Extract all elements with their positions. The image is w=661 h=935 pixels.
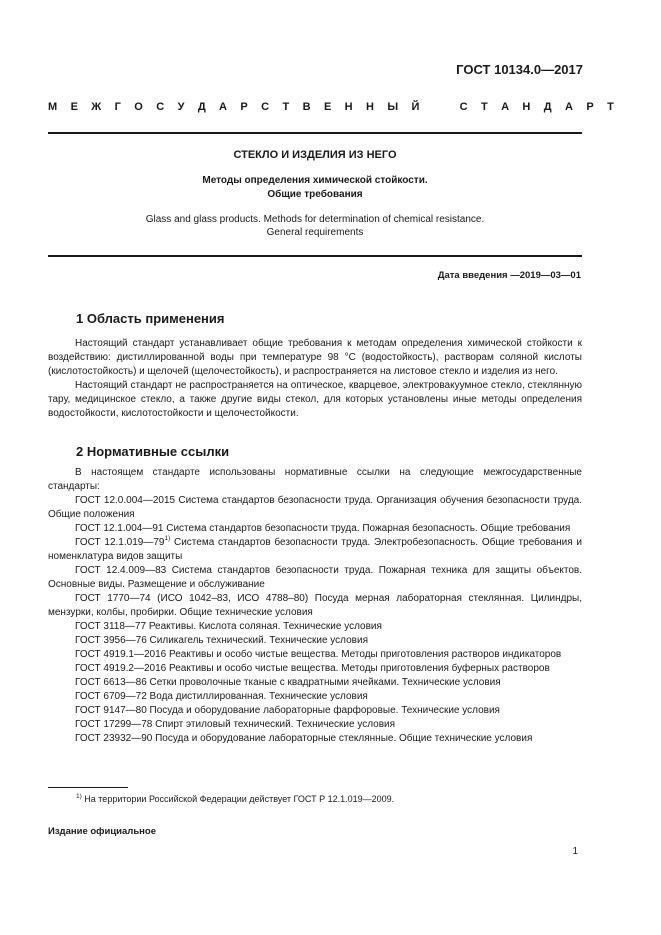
reference-item: ГОСТ 23932—90 Посуда и оборудование лабораторные стеклянные. Общие технические условия [75,733,533,744]
document-subtitle [48,174,582,202]
footnote-mark: 1) [76,792,82,800]
document-code: ГОСТ 10134.0—2017 [456,62,583,77]
heading-letter: Ж [91,101,102,113]
heading-letter: О [134,101,143,113]
heading-letter: Т [607,101,614,113]
reference-item: ГОСТ 12.4.009—83 Система стандартов безопасности труда. Пожарная техника для защиты объектов. Основные виды. Размещение и обслуживание [48,565,582,590]
heading-letter: У [177,101,185,113]
heading-letter: С [459,101,468,113]
heading-letter: Ы [387,101,399,113]
heading-letter: В [302,101,311,113]
paragraph: Настоящий стандарт устанавливает общие требования к методам определения химической стойкости к воздействию: дистиллированной воды при температуре 98 °С (водостойкость), растворам соляной кислоты (кислотостойкость) и щелочей (щелочестойкость), и распространяется на листовое стекло и изделия из него. [48,338,582,377]
top-rule [48,132,582,134]
section-2-heading: 2 Нормативные ссылки [76,444,230,459]
footnote-rule [48,787,128,788]
heading-letter: Н [344,101,353,113]
heading-letter: А [565,101,573,113]
heading-letter: Т [480,101,488,113]
reference-item: ГОСТ 4919.1—2016 Реактивы и особо чистые вещества. Методы приготовления растворов индикаторов [75,649,562,660]
heading-letter: С [261,101,270,113]
section-1-heading: 1 Область применения [76,311,225,326]
heading-letter: М [48,101,58,113]
heading-letter: А [501,101,510,113]
document-title: СТЕКЛО И ИЗДЕЛИЯ ИЗ НЕГО [233,149,397,161]
reference-item: ГОСТ 9147—80 Посуда и оборудование лабораторные фарфоровые. Технические условия [75,705,500,716]
reference-item: ГОСТ 4919.2—2016 Реактивы и особо чистые вещества. Методы приготовления буферных растворов [75,663,550,674]
heading-letter: Е [323,101,332,113]
paragraph: Настоящий стандарт не распространяется на оптическое, кварцевое, электровакуумное стекло, стеклянную тару, медицинское стекло, а также другие виды стекол, для которых установлены иные методы определения водостойкости, кислотостойкости и щелочестойкости. [48,380,582,419]
paragraph: В настоящем стандарте использованы нормативные ссылки на следующие межгосударственные стандарты: [48,467,582,492]
reference-item: ГОСТ 6709—72 Вода дистиллированная. Технические условия [75,691,368,702]
heading-letter: С [156,101,165,113]
reference-text: Система стандартов безопасности труда. Электробезопасность. Общие требования и номенклатура видов защиты [48,537,582,562]
reference-item: ГОСТ 12.1.004—91 Система стандартов безопасности труда. Пожарная безопасность. Общие требования [75,523,571,534]
title-rule [48,255,582,257]
heading-letter: Д [197,101,206,113]
heading-letter: Р [240,101,248,113]
section-1-body [48,337,582,421]
heading-letter: Й [411,101,420,113]
english-title-line: General requirements [266,227,364,238]
section-2-body [48,466,582,746]
heading-letter: Н [366,101,374,113]
heading-letter: Н [522,101,531,113]
english-title [48,213,582,239]
heading-letter: Т [282,101,290,113]
subtitle-line: Общие требования [267,189,363,200]
footnote-ref: 1) [164,535,171,543]
subtitle-line: Методы определения химической стойкости. [202,175,428,186]
reference-item: ГОСТ 1770—74 (ИСО 1042–83, ИСО 4788–80) Посуда мерная лабораторная стеклянная. Цилиндры, мензурки, колбы, пробирки. Общие технические условия [48,593,582,618]
introduction-date: Дата введения —2019—03—01 [437,270,581,281]
standard-type-heading [48,101,614,113]
edition-label: Издание официальное [48,826,156,837]
reference-item: ГОСТ 12.0.004—2015 Система стандартов безопасности труда. Организация обучения безопасности труда. Общие положения [48,495,582,520]
footnote-text: На территории Российской Федерации действует ГОСТ Р 12.1.019—2009. [81,794,395,804]
heading-letter: А [219,101,227,113]
reference-item [48,536,582,564]
reference-item: ГОСТ 3118—77 Реактивы. Кислота соляная. Технические условия [75,621,382,632]
reference-item: ГОСТ 17299—78 Спирт этиловый технический. Технические условия [75,719,396,730]
heading-letter: Е [70,101,78,113]
footnote [76,794,394,804]
reference-code: ГОСТ 12.1.019—79 [75,537,165,548]
english-title-line: Glass and glass products. Methods for determination of chemical resistance. [145,214,485,225]
reference-item: ГОСТ 6613—86 Сетки проволочные тканые с квадратными ячейками. Технические условия [75,677,501,688]
reference-item: ГОСТ 3956—76 Силикагель технический. Технические условия [75,635,368,646]
page-number: 1 [572,846,578,857]
heading-letter: Д [543,101,552,113]
heading-letter: Г [114,101,121,113]
heading-letter: Р [586,101,594,113]
